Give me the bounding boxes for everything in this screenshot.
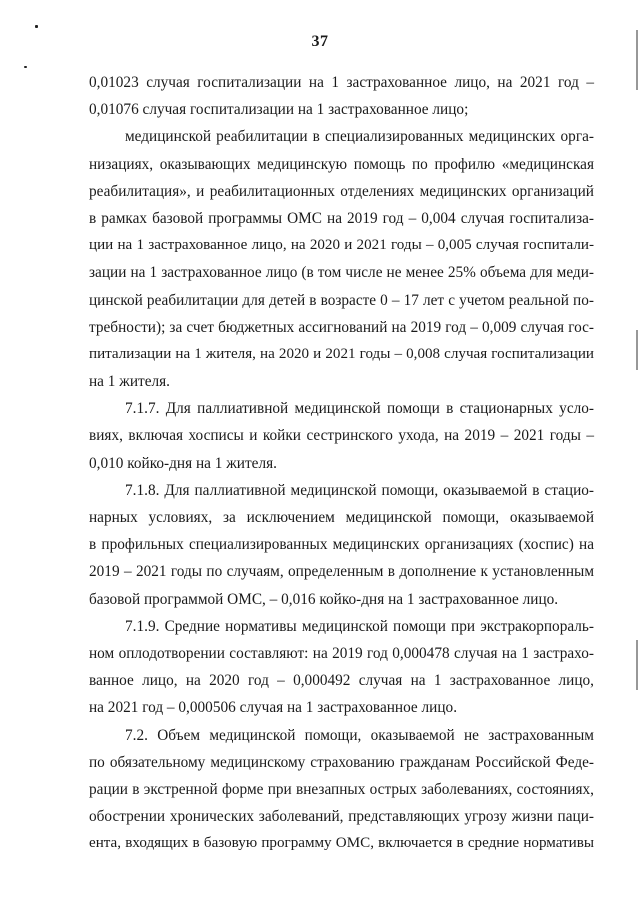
text-line: 2019 – 2021 годы по случаям, определенным в дополнение к установленным bbox=[89, 563, 594, 581]
text-line: зации на 1 застрахованное лицо (в том числе не менее 25% объема для меди- bbox=[89, 264, 594, 282]
text-line: медицинской реабилитации в специализированных медицинских орга- bbox=[125, 128, 594, 146]
text-line: виях, включая хосписы и койки сестринского ухода, на 2019 – 2021 годы – bbox=[89, 427, 594, 445]
text-line: цинской реабилитации для детей в возрасте 0 – 17 лет с учетом реальной по- bbox=[89, 291, 594, 309]
text-line: нарных условиях, за исключением медицинской помощи, оказываемой bbox=[89, 509, 594, 526]
scan-speck bbox=[24, 66, 27, 68]
text-line: обострении хронических заболеваний, представляющих угрозу жизни паци- bbox=[89, 808, 594, 826]
text-line: 7.1.9. Средние нормативы медицинской помощи при экстракорпораль- bbox=[125, 617, 594, 635]
text-line: 0,01076 случая госпитализации на 1 застрахованное лицо; bbox=[89, 101, 469, 119]
text-line: в профильных специализированных медицинских организациях (хоспис) на bbox=[89, 536, 594, 554]
text-line: 7.1.7. Для паллиативной медицинской помощи в стационарных усло- bbox=[125, 400, 594, 418]
text-line: базовой программой ОМС, – 0,016 койко-дня на 1 застрахованное лицо. bbox=[89, 590, 559, 608]
text-line: ванное лицо, на 2020 год – 0,000492 случая на 1 застрахованное лицо, bbox=[89, 672, 594, 690]
text-line: в рамках базовой программы ОМС на 2019 год – 0,004 случая госпитализа- bbox=[89, 209, 594, 227]
text-line: на 1 жителя. bbox=[89, 373, 170, 391]
text-line: рации в экстренной форме при внезапных острых заболеваниях, состояниях, bbox=[89, 780, 594, 798]
text-line: требности); за счет бюджетных ассигнований на 2019 год – 0,009 случая гос- bbox=[89, 318, 594, 336]
text-line: 0,01023 случая госпитализации на 1 застрахованное лицо, на 2021 год – bbox=[89, 74, 594, 91]
text-line: ента, входящих в базовую программу ОМС, включается в средние нормативы bbox=[89, 835, 594, 852]
scan-edge-noise bbox=[636, 330, 638, 370]
text-line: ции на 1 застрахованное лицо, на 2020 и 2021 годы – 0,005 случая госпитали- bbox=[89, 237, 594, 254]
text-line: 0,010 койко-дня на 1 жителя. bbox=[89, 454, 277, 472]
text-line: питализации на 1 жителя, на 2020 и 2021 годы – 0,008 случая госпитализации bbox=[89, 345, 594, 362]
text-line: на 2021 год – 0,000506 случая на 1 застрахованное лицо. bbox=[89, 699, 458, 717]
text-line: ном оплодотворении составляют: на 2019 год 0,000478 случая на 1 застрахо- bbox=[89, 644, 594, 662]
page-number: 37 bbox=[311, 33, 329, 50]
text-line: 7.2. Объем медицинской помощи, оказываемой не застрахованным bbox=[125, 726, 594, 744]
text-line: низациях, оказывающих медицинскую помощь по профилю «медицинская bbox=[89, 155, 594, 173]
body-text bbox=[89, 69, 594, 857]
text-line: 7.1.8. Для паллиативной медицинской помощи, оказываемой в стацио- bbox=[125, 481, 594, 499]
scan-speck bbox=[35, 25, 38, 28]
text-line: реабилитация», и реабилитационных отделениях медицинских организаций bbox=[89, 182, 594, 200]
scan-edge-noise bbox=[636, 640, 638, 690]
text-line: по обязательному медицинскому страхованию гражданам Российской Феде- bbox=[89, 753, 594, 771]
